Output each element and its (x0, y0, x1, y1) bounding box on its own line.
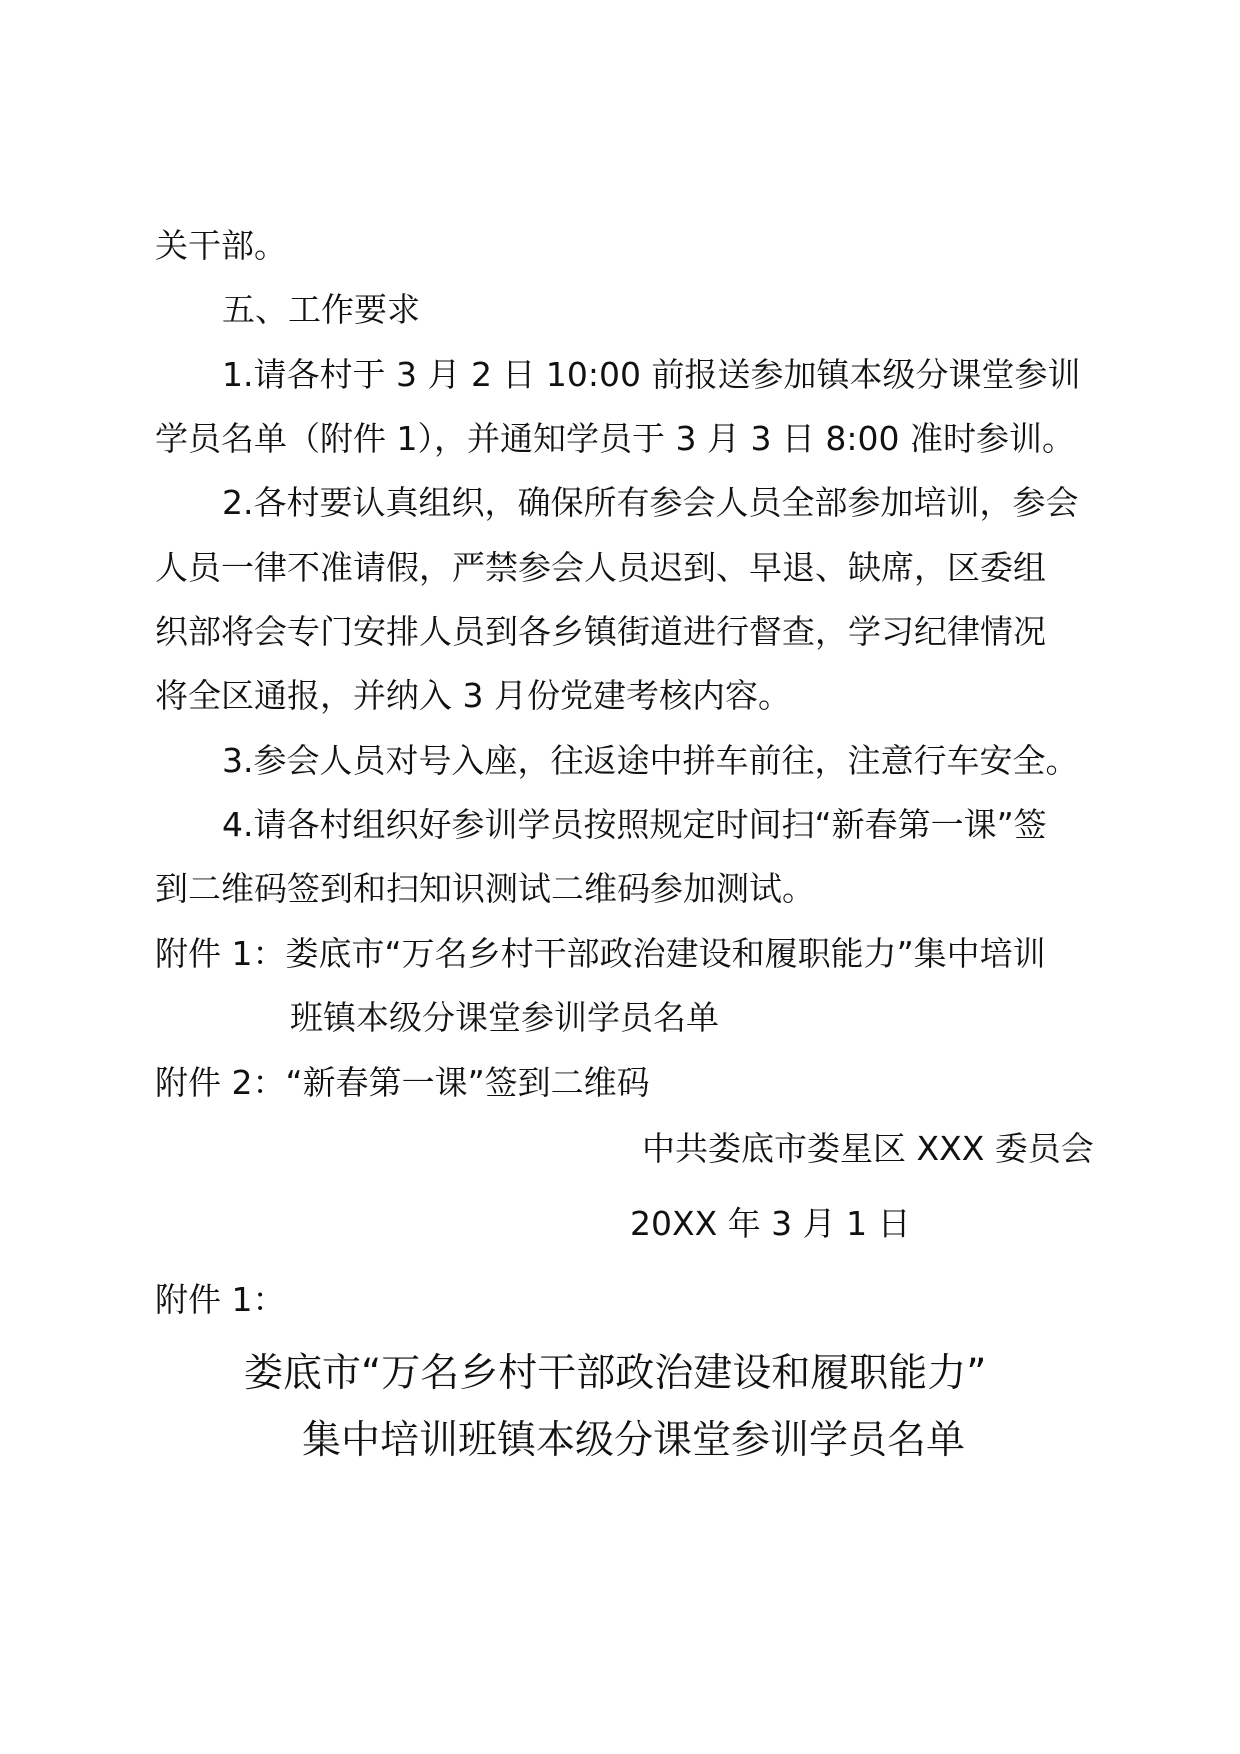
attachment-1-reference: 附件 1：娄底市“万名乡村干部政治建设和履职能力”集中培训 (155, 934, 1046, 973)
requirement-item-4: 4.请各村组织好参训学员按照规定时间扫“新春第一课”签 (222, 805, 1047, 844)
issue-date: 20XX 年 3 月 1 日 (630, 1204, 911, 1243)
requirement-item-4-cont: 到二维码签到和扫知识测试二维码参加测试。 (155, 869, 815, 908)
body-text-line: 关干部。 (155, 226, 287, 265)
section-heading: 五、工作要求 (222, 290, 420, 329)
attachment-2-reference: 附件 2：“新春第一课”签到二维码 (155, 1063, 650, 1102)
issuer-signature: 中共娄底市娄星区 XXX 委员会 (642, 1129, 1094, 1168)
attachment-title-line-2: 集中培训班镇本级分课堂参训学员名单 (302, 1418, 966, 1463)
attachment-title-line-1: 娄底市“万名乡村干部政治建设和履职能力” (244, 1351, 987, 1396)
requirement-item-2-cont: 织部将会专门安排人员到各乡镇街道进行督查，学习纪律情况 (155, 612, 1046, 651)
requirement-item-2-cont: 将全区通报，并纳入 3 月份党建考核内容。 (155, 676, 791, 715)
requirement-item-1: 1.请各村于 3 月 2 日 10:00 前报送参加镇本级分课堂参训 (222, 355, 1081, 394)
attachment-1-label: 附件 1： (155, 1280, 286, 1319)
attachment-1-reference-cont: 班镇本级分课堂参训学员名单 (290, 998, 719, 1037)
requirement-item-2-cont: 人员一律不准请假，严禁参会人员迟到、早退、缺席，区委组 (155, 548, 1046, 587)
requirement-item-3: 3.参会人员对号入座，往返途中拼车前往，注意行车安全。 (222, 741, 1079, 780)
requirement-item-1-cont: 学员名单（附件 1），并通知学员于 3 月 3 日 8:00 准时参训。 (155, 419, 1076, 458)
requirement-item-2: 2.各村要认真组织，确保所有参会人员全部参加培训，参会 (222, 483, 1079, 522)
